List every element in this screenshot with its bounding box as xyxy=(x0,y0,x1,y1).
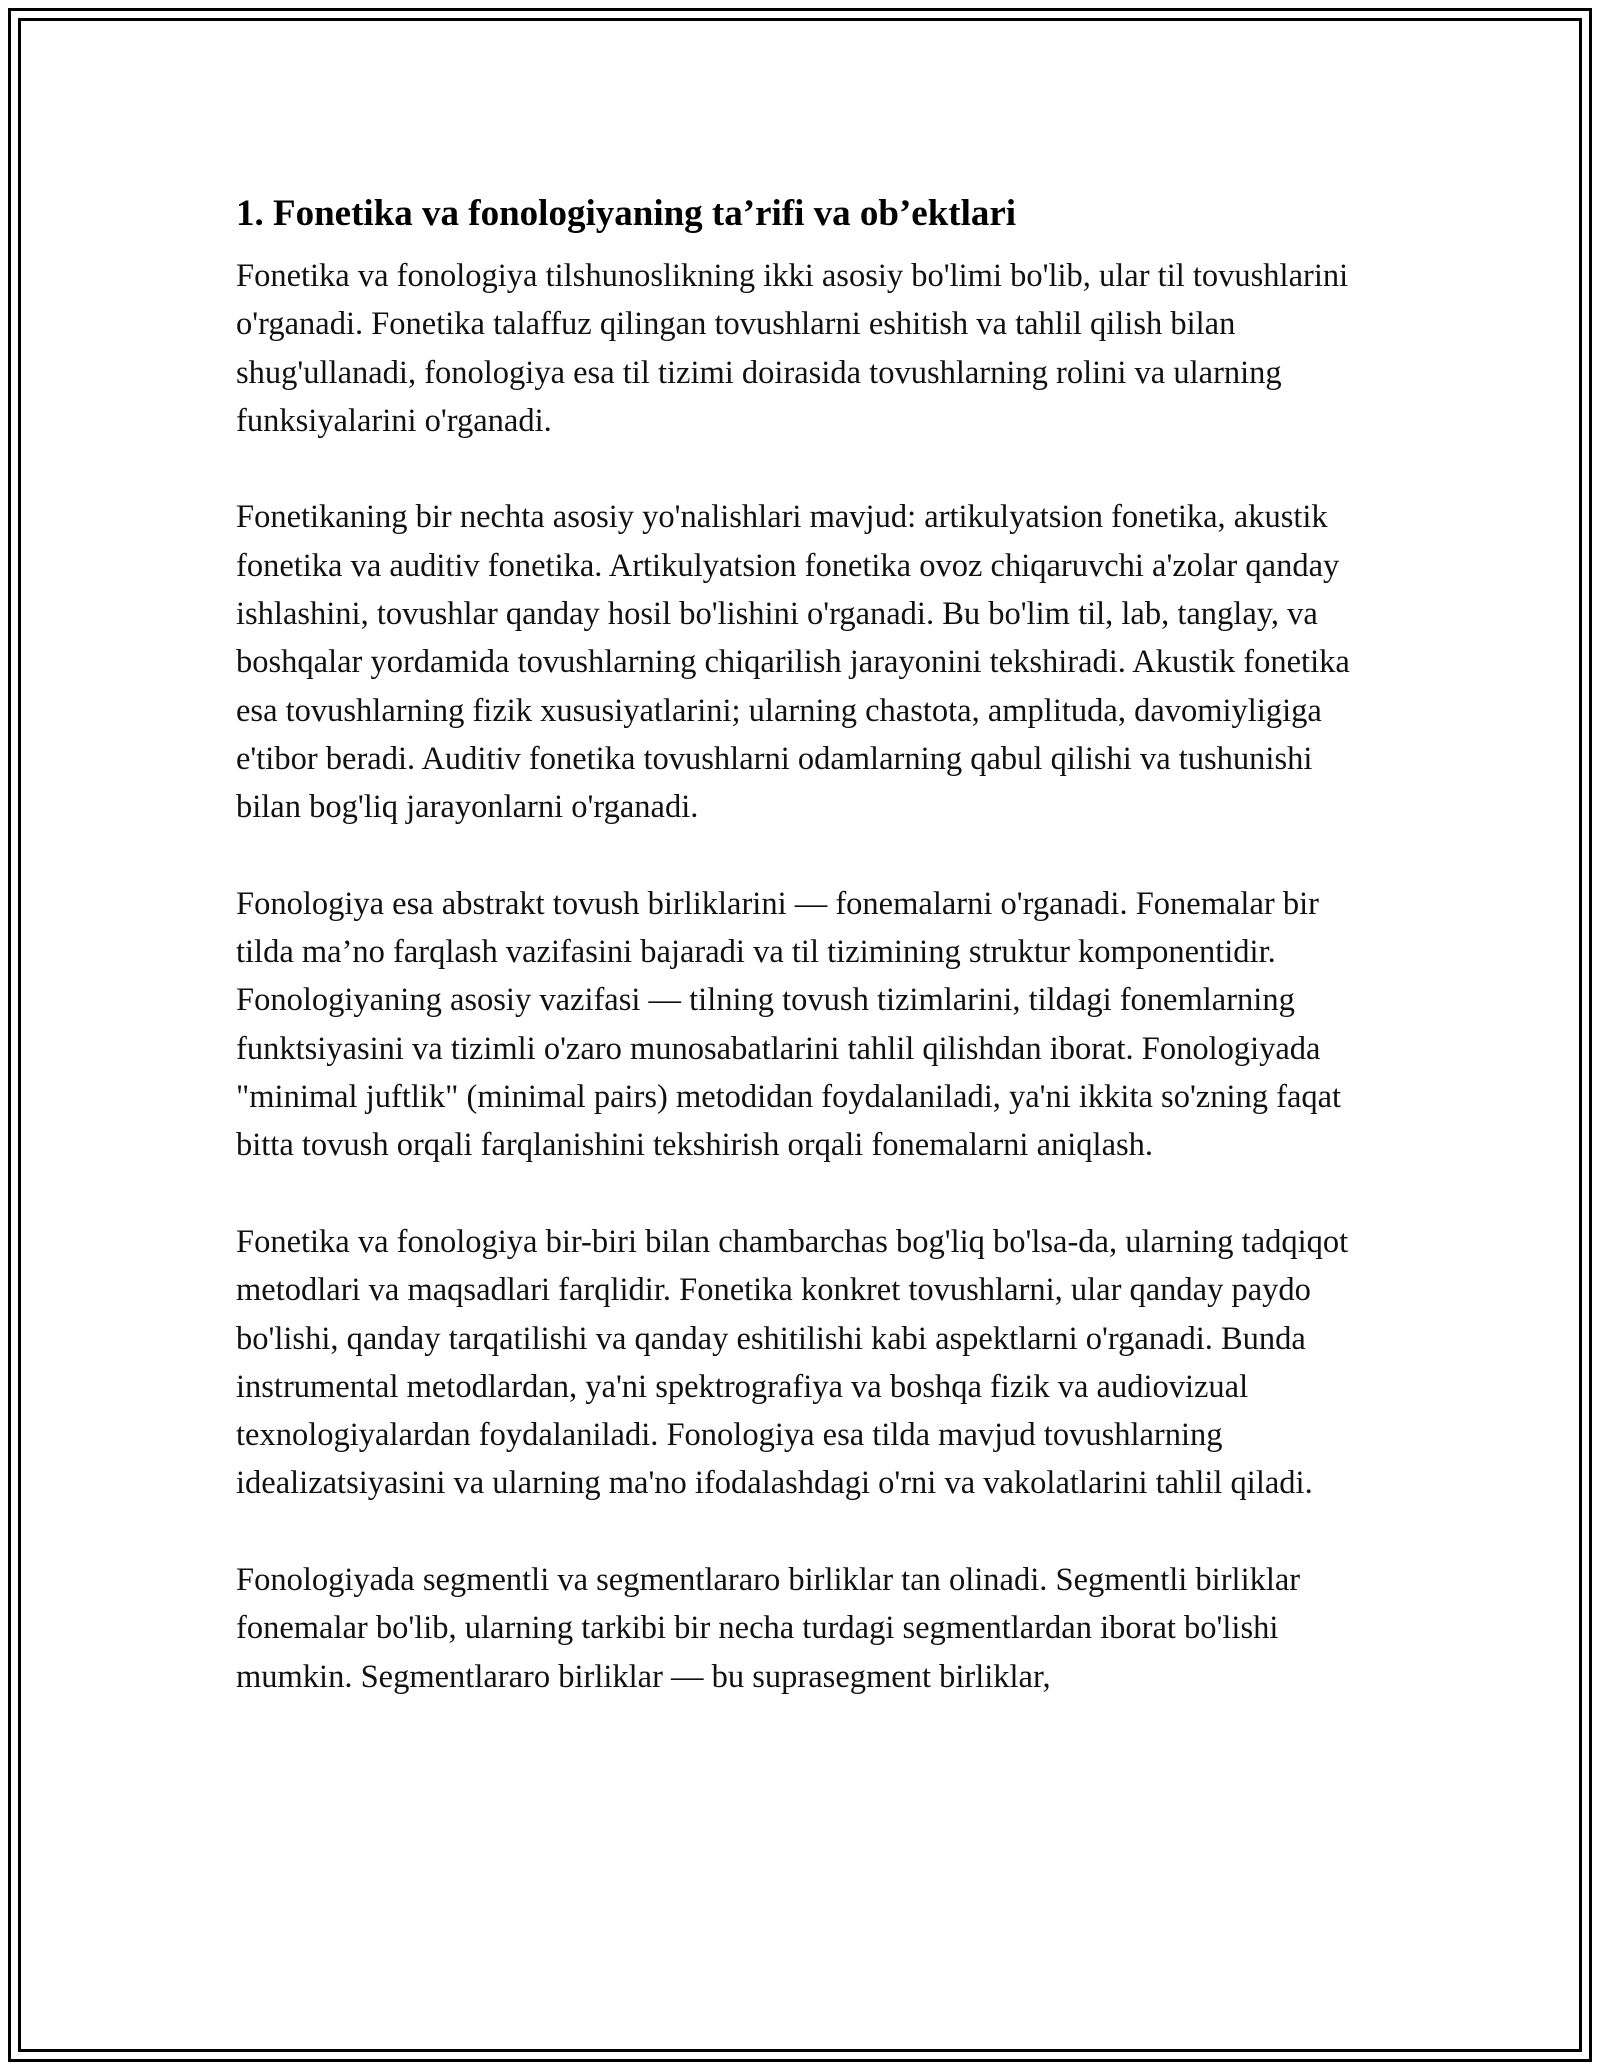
paragraph-2: Fonetikaning bir nechta asosiy yo'nalishlari mavjud: artikulyatsion fonetika, akustik fonetika va auditiv fonetika. Artikulyatsion fonetika ovoz chiqaruvchi a'zolar qanday ishlashini, tovushlar qanday hosil bo'lishini o'rganadi. Bu bo'lim til, lab, tanglay, va boshqalar yordamida tovushlarning chiqarilish jarayonini tekshiradi. Akustik fonetika esa tovushlarning fizik xususiyatlarini; ularning chastota, amplituda, davomiyligiga e'tibor beradi. Auditiv fonetika tovushlarni odamlarning qabul qilishi va tushunishi bilan bog'liq jarayonlarni o'rganadi. xyxy=(236,499,1350,826)
paragraph-5: Fonologiyada segmentli va segmentlararo birliklar tan olinadi. Segmentli birliklar fonemalar bo'lib, ularning tarkibi bir necha turdagi segmentlardan iborat bo'lishi mumkin. Segmentlararo birliklar — bu suprasegment birliklar, xyxy=(236,1562,1301,1695)
paragraph-1: Fonetika va fonologiya tilshunoslikning ikki asosiy bo'limi bo'lib, ular til tovushlarini o'rganadi. Fonetika talaffuz qilingan tovushlarni eshitish va tahlil qilish bilan shug'ullanadi, fonologiya esa til tizimi doirasida tovushlarning rolini va ularning funksiyalarini o'rganadi. xyxy=(236,258,1349,439)
section-heading: 1. Fonetika va fonologiyaning ta’rifi va ob’ektlari xyxy=(236,193,1017,234)
document-body xyxy=(236,188,1376,1701)
paragraph-4: Fonetika va fonologiya bir-biri bilan chambarchas bog'liq bo'lsa-da, ularning tadqiqot metodlari va maqsadlari farqlidir. Fonetika konkret tovushlarni, ular qanday paydo bo'lishi, qanday tarqatilishi va qanday eshitilishi kabi aspektlarni o'rganadi. Bunda instrumental metodlardan, ya'ni spektrografiya va boshqa fizik va audiovizual texnologiyalardan foydalaniladi. Fonologiya esa tilda mavjud tovushlarning idealizatsiyasini va ularning ma'no ifodalashdagi o'rni va vakolatlarini tahlil qiladi. xyxy=(236,1223,1349,1502)
paragraph-3: Fonologiya esa abstrakt tovush birliklarini — fonemalarni o'rganadi. Fonemalar bir tilda ma’no farqlash vazifasini bajaradi va til tizimining struktur komponentidir. Fonologiyaning asosiy vazifasi — tilning tovush tizimlarini, tildagi fonemlarning funktsiyasini va tizimli o'zaro munosabatlarini tahlil qilishdan iborat. Fonologiyada "minimal juftlik" (minimal pairs) metodidan foydalaniladi, ya'ni ikkita so'zning faqat bitta tovush orqali farqlanishini tekshirish orqali fonemalarni aniqlash. xyxy=(236,885,1342,1164)
